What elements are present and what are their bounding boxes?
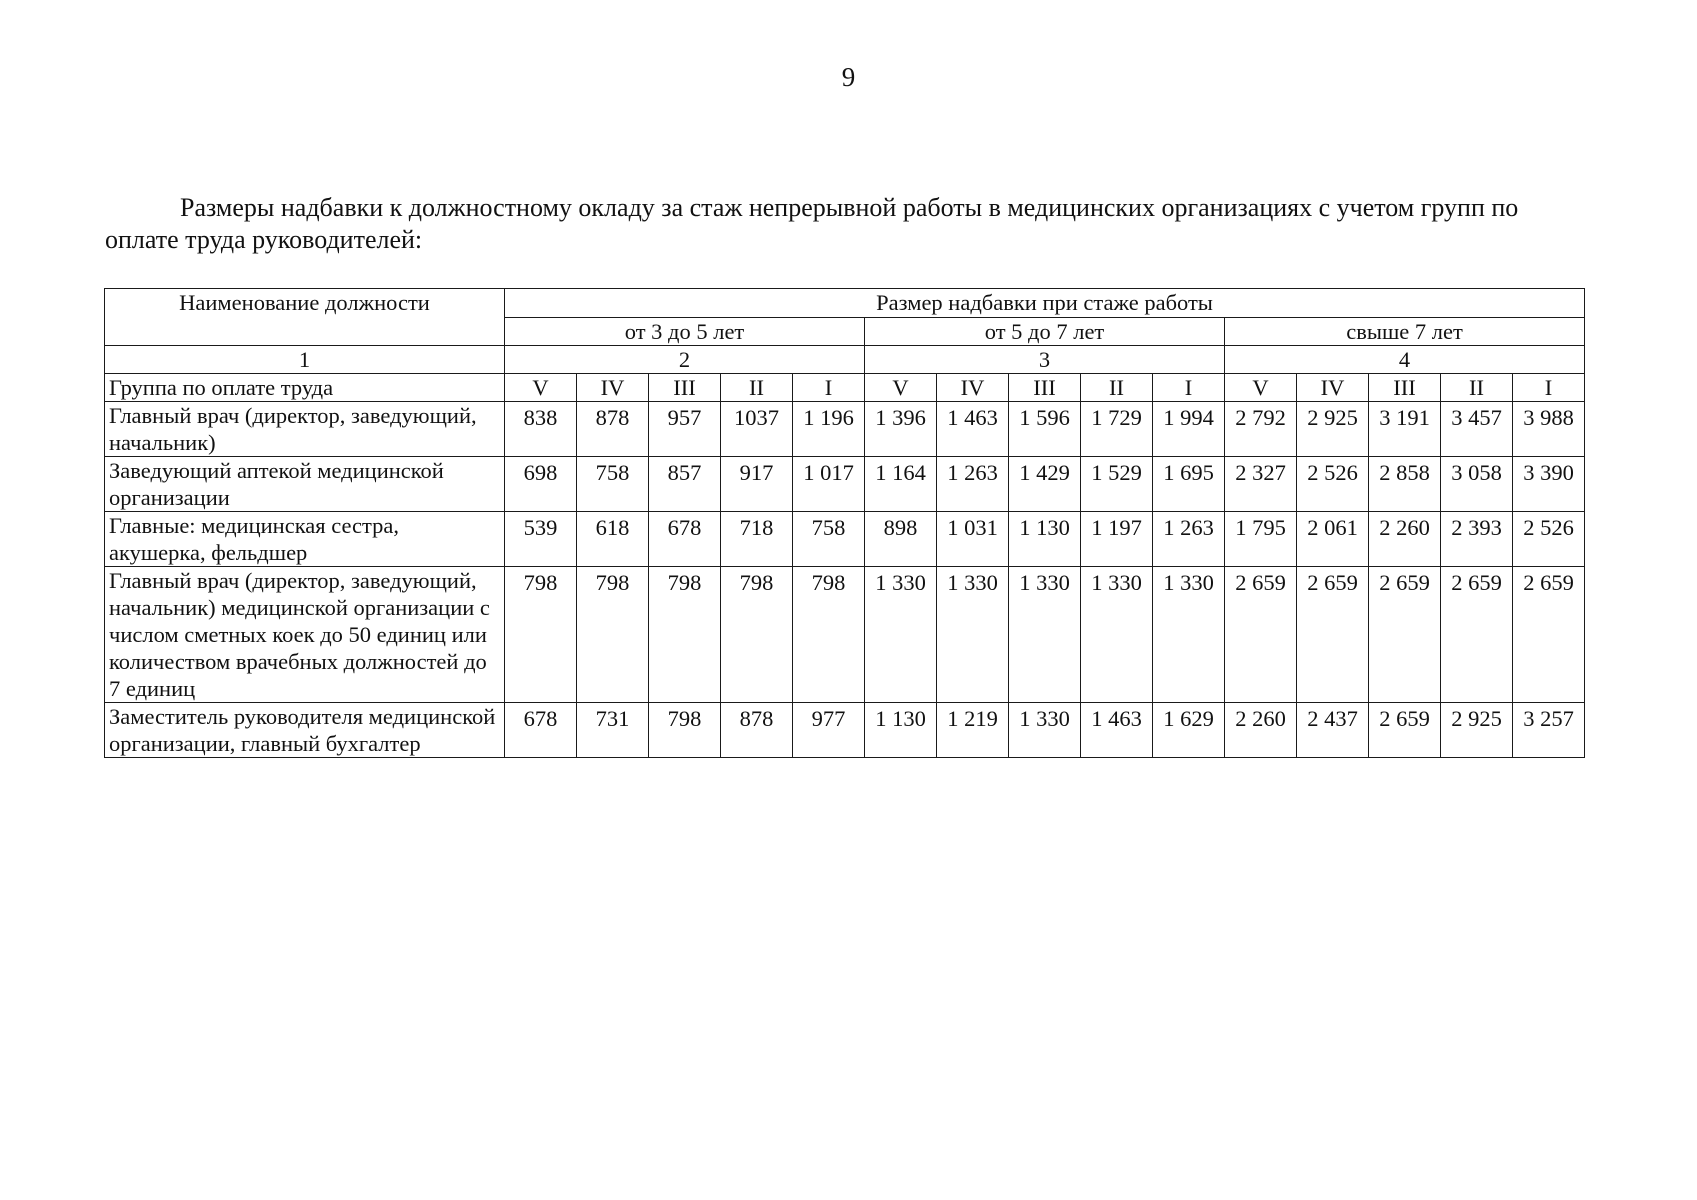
group-cell: V: [1225, 374, 1297, 402]
period-over-7: свыше 7 лет: [1225, 318, 1585, 346]
group-cell: V: [865, 374, 937, 402]
value-cell: 1 330: [1009, 703, 1081, 758]
value-cell: 2 792: [1225, 402, 1297, 457]
value-cell: 1 330: [937, 567, 1009, 703]
bonus-table: [104, 288, 1585, 758]
value-cell: 1 330: [865, 567, 937, 703]
value-cell: 2 925: [1297, 402, 1369, 457]
value-cell: 2 659: [1297, 567, 1369, 703]
value-cell: 1 031: [937, 512, 1009, 567]
value-cell: 731: [577, 703, 649, 758]
value-cell: 1 330: [1153, 567, 1225, 703]
page-number: 9: [841, 62, 856, 92]
value-cell: 798: [649, 703, 721, 758]
value-cell: 838: [505, 402, 577, 457]
value-cell: 1 263: [937, 457, 1009, 512]
group-cell: IV: [577, 374, 649, 402]
table-row: [105, 512, 1585, 567]
value-cell: 678: [649, 512, 721, 567]
value-cell: 1 396: [865, 402, 937, 457]
value-cell: 2 526: [1513, 512, 1585, 567]
group-cell: IV: [937, 374, 1009, 402]
value-cell: 3 390: [1513, 457, 1585, 512]
value-cell: 798: [577, 567, 649, 703]
intro-paragraph: Размеры надбавки к должностному окладу за стаж непрерывной работы в медицинских организациях с учетом групп по оплате труда руководителей:: [105, 193, 1519, 254]
table-row: [105, 402, 1585, 457]
position-name: Заведующий аптекой медицинской организации: [105, 457, 505, 512]
table-row: [105, 567, 1585, 703]
group-cell: III: [1009, 374, 1081, 402]
column-number-2: 2: [505, 346, 865, 374]
period-3-5: от 3 до 5 лет: [505, 318, 865, 346]
group-label: Группа по оплате труда: [105, 374, 505, 402]
group-cell: III: [649, 374, 721, 402]
value-cell: 1 596: [1009, 402, 1081, 457]
value-cell: 3 988: [1513, 402, 1585, 457]
value-cell: 1 429: [1009, 457, 1081, 512]
value-cell: 1 529: [1081, 457, 1153, 512]
value-cell: 2 393: [1441, 512, 1513, 567]
column-number-3: 3: [865, 346, 1225, 374]
value-cell: 1 197: [1081, 512, 1153, 567]
header-row-size: [105, 289, 1585, 318]
value-cell: 957: [649, 402, 721, 457]
value-cell: 1 629: [1153, 703, 1225, 758]
value-cell: 1 463: [937, 402, 1009, 457]
value-cell: 1 795: [1225, 512, 1297, 567]
value-cell: 1 463: [1081, 703, 1153, 758]
period-5-7: от 5 до 7 лет: [865, 318, 1225, 346]
header-row-numbers: [105, 346, 1585, 374]
table-row: [105, 703, 1585, 758]
group-cell: II: [1081, 374, 1153, 402]
value-cell: 758: [577, 457, 649, 512]
value-cell: 1037: [721, 402, 793, 457]
group-cell: II: [1441, 374, 1513, 402]
group-cell: V: [505, 374, 577, 402]
value-cell: 1 330: [1081, 567, 1153, 703]
value-cell: 1 130: [1009, 512, 1081, 567]
value-cell: 2 659: [1441, 567, 1513, 703]
value-cell: 539: [505, 512, 577, 567]
group-cell: I: [1513, 374, 1585, 402]
value-cell: 2 858: [1369, 457, 1441, 512]
column-number-1: 1: [105, 346, 505, 374]
value-cell: 698: [505, 457, 577, 512]
group-cell: IV: [1297, 374, 1369, 402]
value-cell: 857: [649, 457, 721, 512]
value-cell: 878: [721, 703, 793, 758]
value-cell: 1 219: [937, 703, 1009, 758]
value-cell: 1 017: [793, 457, 865, 512]
value-cell: 2 327: [1225, 457, 1297, 512]
value-cell: 2 659: [1513, 567, 1585, 703]
value-cell: 618: [577, 512, 649, 567]
position-name: Заместитель руководителя медицинской организации, главный бухгалтер: [105, 703, 505, 758]
value-cell: 898: [865, 512, 937, 567]
group-cell: I: [793, 374, 865, 402]
header-position: Наименование должности: [105, 289, 505, 346]
position-name: Главный врач (директор, заведующий, начальник): [105, 402, 505, 457]
value-cell: 718: [721, 512, 793, 567]
value-cell: 2 260: [1225, 703, 1297, 758]
value-cell: 1 263: [1153, 512, 1225, 567]
value-cell: 798: [649, 567, 721, 703]
value-cell: 798: [505, 567, 577, 703]
value-cell: 3 257: [1513, 703, 1585, 758]
table-row: [105, 457, 1585, 512]
value-cell: 1 164: [865, 457, 937, 512]
value-cell: 3 058: [1441, 457, 1513, 512]
group-cell: III: [1369, 374, 1441, 402]
value-cell: 798: [793, 567, 865, 703]
value-cell: 3 191: [1369, 402, 1441, 457]
value-cell: 2 659: [1225, 567, 1297, 703]
value-cell: 1 330: [1009, 567, 1081, 703]
position-name: Главные: медицинская сестра, акушерка, фельдшер: [105, 512, 505, 567]
value-cell: 1 130: [865, 703, 937, 758]
groups-row: [105, 374, 1585, 402]
value-cell: 2 659: [1369, 703, 1441, 758]
value-cell: 1 196: [793, 402, 865, 457]
header-size: Размер надбавки при стаже работы: [505, 289, 1585, 318]
position-name: Главный врач (директор, заведующий, начальник) медицинской организации с числом сметных коек до 50 единиц или количеством врачебных должностей до 7 единиц: [105, 567, 505, 703]
value-cell: 2 659: [1369, 567, 1441, 703]
value-cell: 2 925: [1441, 703, 1513, 758]
value-cell: 2 260: [1369, 512, 1441, 567]
value-cell: 2 526: [1297, 457, 1369, 512]
value-cell: 2 437: [1297, 703, 1369, 758]
group-cell: I: [1153, 374, 1225, 402]
value-cell: 3 457: [1441, 402, 1513, 457]
column-number-4: 4: [1225, 346, 1585, 374]
value-cell: 2 061: [1297, 512, 1369, 567]
value-cell: 878: [577, 402, 649, 457]
value-cell: 977: [793, 703, 865, 758]
value-cell: 758: [793, 512, 865, 567]
value-cell: 1 729: [1081, 402, 1153, 457]
value-cell: 917: [721, 457, 793, 512]
group-cell: II: [721, 374, 793, 402]
value-cell: 798: [721, 567, 793, 703]
value-cell: 678: [505, 703, 577, 758]
value-cell: 1 695: [1153, 457, 1225, 512]
value-cell: 1 994: [1153, 402, 1225, 457]
